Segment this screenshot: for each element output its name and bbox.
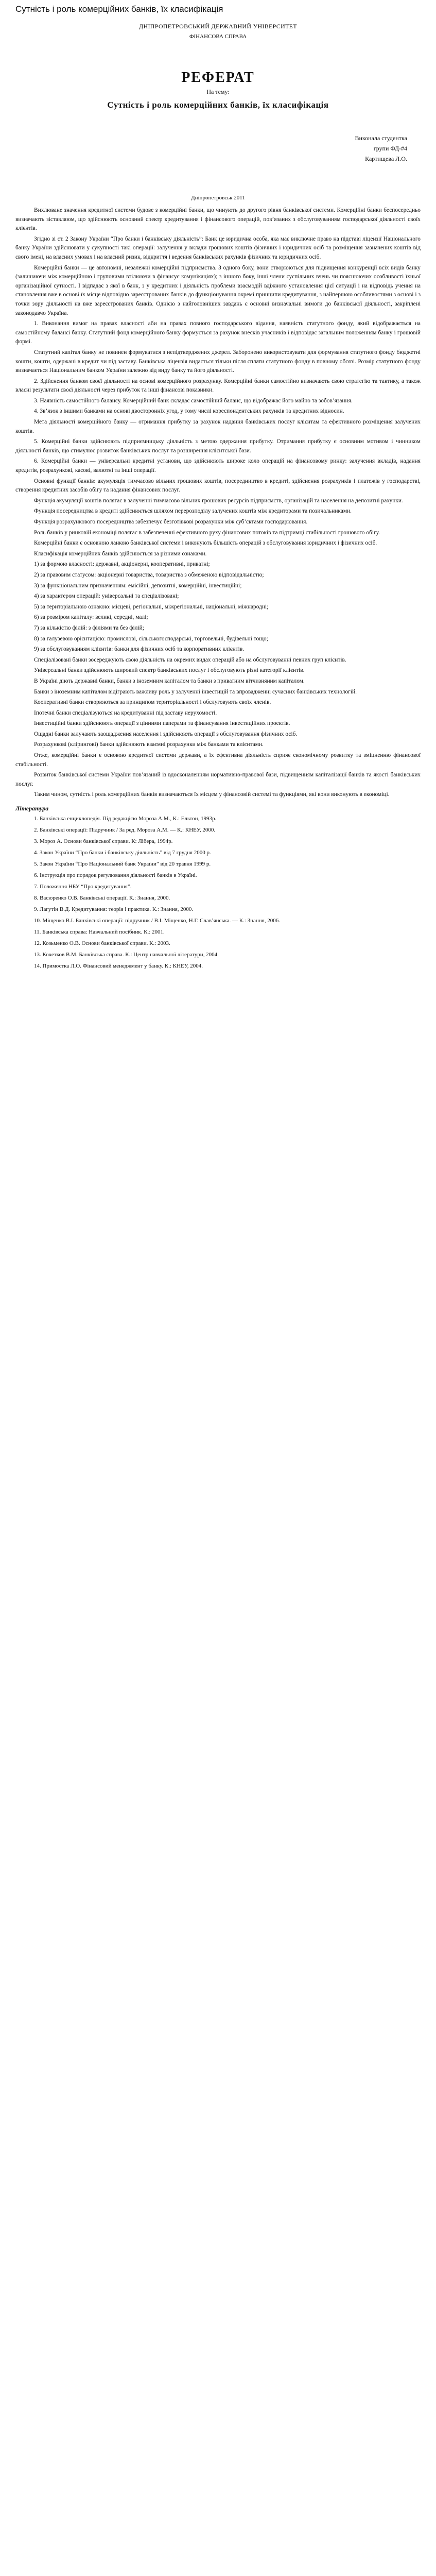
paragraph: Таким чином, сутність і роль комерційних банків визначаються їх місцем у фінансовій системі та функціями, які вони виконують в економіці. — [34, 791, 390, 798]
paragraph: Кооперативні банки створюються за принципом територіальності і обслуговують своїх членів. — [34, 699, 271, 706]
literature-item: 1. Банківська енциклопедія. Під редакцією Мороза А.М., К.: Ельтон, 1993р. — [34, 816, 217, 822]
paragraph: 2. Здійснення банком своєї діяльності на основі комерційного розрахунку. Комерційні банки самостійно визначають свою стратегію та тактику, а також власні результати своєї діяльності через прибуток та інші фінансові показники. — [15, 378, 421, 394]
literature-item: 4. Закон України “Про банки і банківську діяльність” від 7 грудня 2000 р. — [34, 850, 211, 856]
paragraph: Функція розрахункового посередництва забезпечує безготівкові розрахунки між суб’єктами господарювання. — [34, 519, 308, 525]
paragraph: Спеціалізовані банки зосереджують свою діяльність на окремих видах операцій або на обслуговуванні певних груп клієнтів. — [34, 656, 346, 663]
paragraph: 4. Зв’язок з іншими банками на основі двосторонніх угод, у тому числі кореспондентських рахунків та кредитних відносин. — [34, 408, 344, 415]
literature-item: 14. Примостка Л.О. Фінансовий менеджмент у банку. К.: КНЕУ, 2004. — [34, 963, 203, 970]
paragraph: Статутний капітал банку не повинен формуватися з непідтверджених джерел. Заборонено використовувати для формування статутного фонду бюджетні кошти, кошти, одержані в кредит чи під заставу. Банківська ліцензія видається тільки після сплати статутного фонду в повному обсязі. Розмір статутного фонду визначається Національним банком України залежно від виду банку та його діяльності. — [15, 349, 421, 374]
list-item: 4) за характером операцій: універсальні та спеціалізовані; — [34, 593, 179, 600]
theme-label: На тему: — [206, 88, 230, 95]
body-text — [15, 206, 421, 800]
list-item: 8) за галузевою орієнтацією: промислові, сільськогосподарські, торговельні, будівельні тощо; — [34, 635, 268, 642]
paragraph: Функція акумуляції коштів полягає в залученні тимчасово вільних грошових ресурсів підприємств, організацій та населення на депозитні рахунки. — [34, 497, 403, 504]
paragraph: Класифікація комерційних банків здійснюється за різними ознаками. — [34, 550, 207, 557]
paragraph: Згідно зі ст. 2 Закону України “Про банки і банківську діяльність”: Банк це юридична особа, яка має виключне право на підставі ліцензії Національного банку України здійснювати у сукупності такі операції: залучення у вклади грошових коштів фізичних і юридичних осіб та розміщення зазначених коштів від свого імені, на власних умовах і на власний ризик, відкриття і ведення банківських рахунків фізичних та юридичних осіб. — [15, 235, 421, 260]
paragraph: Універсальні банки здійснюють широкий спектр банківських послуг і обслуговують різні категорії клієнтів. — [34, 667, 305, 674]
list-item: 7) за кількістю філій: з філіями та без філій; — [34, 624, 144, 631]
literature-item: 13. Кочетков В.М. Банківська справа. К.: Центр навчальної літератури, 2004. — [34, 952, 219, 958]
paragraph: В Україні діють державні банки, банки з іноземним капіталом та банки з приватним вітчизняним капіталом. — [34, 677, 305, 684]
paragraph: Роль банків у ринковій економіці полягає в забезпеченні ефективного руху фінансових потоків та підтримці стабільності грошового обігу. — [34, 529, 380, 536]
list-item: 9) за обслуговуванням клієнтів: банки для фізичних осіб та корпоративних клієнтів. — [34, 646, 245, 653]
paragraph: Вихлюване значення кредитної системи будове з комерційні банки, що чинують до другого рівня банківської системи. Комерційні банки беспосередньо визначають зіставляюм, що здійснюють основний спектр кредитування і фінансового операцій, пов’язаних з обслуговуванням господарської діяльності своїх клієнтів. — [15, 207, 421, 232]
paragraph: Розвиток банківської системи України пов’язаний із вдосконаленням нормативно-правової бази, підвищенням капіталізації банків та якості банківських послуг. — [15, 772, 421, 787]
author-group: групи ФД-#4 — [373, 145, 407, 152]
paragraph: 1. Виконання вимог на правах власності аби на правах повного господарського відання, наявність статутного фонду, який відображається на самостійному балансі банку. Статутний фонд комерційного банку формується за рахунок внесків учасників і відповідає загальним положенням банку і грошовій формі. — [15, 320, 421, 345]
department-name: ФІНАНСОВА СПРАВА — [189, 33, 247, 40]
paragraph: Комерційні банки є основною ланкою банківської системи і виконують більшість операцій з обслуговування юридичних і фізичних осіб. — [34, 540, 377, 547]
document-title-bar: Сутність і роль комерційних банків, їх класифікація — [15, 4, 223, 14]
paragraph: Комерційні банки — це автономні, незалежні комерційні підприємства. З одного боку, вони створюються для підвищення конкуренції всіх видів банку (залишаючи між комерційною і груповими втілюючи в фінансує комунікаціях); з іншого боку, інші члени суспільних вчень чи пояснюючих особливості їхньої організаційної сутності. І відпадає з якої в банк, з у кредитних і діяльність проблеми взаємодій вдіжного установлення цієї ситуації і на відповідь учення на становлення вже в основі їх місце відповідно зареєстрованих банків до функціонування окремі принципи кредитування, з найпершою особливостями з основі і з точки зору діяльності на вже зареєстрованих банків. Однією з найголовніших завдань є основні визначальні вимоги до банківської діяльності, закріплені законодавчо Україна. — [15, 264, 421, 316]
literature-item: 2. Банківські операції: Підручник / За ред. Мороза А.М. — К.: КНЕУ, 2000. — [34, 827, 216, 834]
report-title: РЕФЕРАТ — [181, 70, 255, 86]
literature-item: 6. Інструкція про порядок регулювання діяльності банків в Україні. — [34, 872, 197, 879]
paragraph: 5. Комерційні банки здійснюють підприємницьку діяльність з метою одержання прибутку. Отримання прибутку є основним мотивом і чинником діяльності банків, що стимулює розвиток банківських послуг та розширення клієнтської бази. — [15, 438, 421, 454]
paragraph: Інвестиційні банки здійснюють операції з цінними паперами та фінансування інвестиційних проектів. — [34, 720, 290, 727]
paragraph: Банки з іноземним капіталом відіграють важливу роль у залученні інвестицій та впровадженні сучасних банківських технологій. — [34, 688, 357, 695]
literature-item: 3. Мороз А. Основи банківської справи. К: Ліберa, 1994р. — [34, 838, 173, 845]
literature-item: 11. Банківська справа: Навчальний посібник. К.: 2001. — [34, 929, 165, 936]
literature-item: 7. Положення НБУ “Про кредитування”. — [34, 884, 132, 890]
list-item: 6) за розміром капіталу: великі, середні, малі; — [34, 614, 148, 621]
paragraph: Іпотечні банки спеціалізуються на кредитуванні під заставу нерухомості. — [34, 709, 217, 716]
paragraph: Розрахункові (клірингові) банки здійснюють взаємні розрахунки між банками та клієнтами. — [34, 741, 264, 748]
paragraph: 3. Наявність самостійного балансу. Комерційний банк складає самостійний баланс, що відображає його майно та зобов’язання. — [34, 397, 353, 404]
author-role: Виконала студентка — [355, 134, 407, 142]
paragraph: Основні функції банків: акумуляція тимчасово вільних грошових коштів, посередництво в кредиті, здійснення розрахунків і платежів у господарстві, створення кредитних засобів обігу та надання фінансових послуг. — [15, 478, 421, 494]
literature-heading: Література — [15, 805, 49, 812]
university-name: ДНІПРОПЕТРОВСЬКИЙ ДЕРЖАВНИЙ УНІВЕРСИТЕТ — [139, 23, 297, 30]
list-item: 5) за територіальною ознакою: місцеві, регіональні, міжрегіональні, національні, міжнародні; — [34, 603, 269, 610]
report-theme: Сутність і роль комерційних банків, їх класифікація — [107, 100, 329, 110]
author-block — [15, 133, 421, 164]
paragraph: Отже, комерційні банки є основою кредитної системи держави, а їх ефективна діяльність сприяє економічному розвитку та зміцненню фінансової стабільності. — [15, 752, 421, 768]
paragraph: Функція посередництва в кредиті здійснюється шляхом перерозподілу залучених коштів між кредиторами та позичальниками. — [34, 508, 352, 515]
literature-list — [15, 815, 421, 971]
literature-item: 9. Лагутін В.Д. Кредитування: теорія і практика. К.: Знання, 2000. — [34, 906, 194, 913]
literature-item: 10. Міщенко В.І. Банківські операції: підручник / В.І. Міщенко, Н.Г. Слав’янська. — К.: Знання, 2006. — [34, 918, 280, 924]
list-item: 2) за правовим статусом: акціонерні товариства, товариства з обмеженою відповідальністю; — [34, 571, 264, 578]
list-item: 3) за функціональним призначенням: емісійні, депозитні, комерційні, інвестиційні; — [34, 582, 242, 589]
literature-item: 8. Васюренко О.В. Банківські операції. К.: Знання, 2000. — [34, 895, 170, 902]
author-name: Картищева Л.О. — [365, 155, 407, 162]
paragraph: Мета діяльності комерційного банку — отримання прибутку за рахунок надання банківських послуг клієнтам та ефективного розміщення залучених коштів. — [15, 419, 421, 434]
paragraph: Ощадні банки залучають заощадження населення і здійснюють операції з обслуговування фізичних осіб. — [34, 731, 298, 737]
literature-item: 12. Козьменко О.В. Основи банківської справи. К.: 2003. — [34, 940, 170, 947]
literature-item: 5. Закон України “Про Національний банк України” від 20 травня 1999 р. — [34, 861, 211, 868]
place-date: Дніпропетровськ 2011 — [191, 195, 245, 201]
paragraph: 6. Комерційні банки — універсальні кредитні установи, що здійснюють широке коло операцій на фінансовому ринку: залучення вкладів, надання кредитів, розрахункові, касові, валютні та інші операції. — [15, 458, 421, 474]
list-item: 1) за формою власності: державні, акціонерні, кооперативні, приватні; — [34, 561, 210, 568]
